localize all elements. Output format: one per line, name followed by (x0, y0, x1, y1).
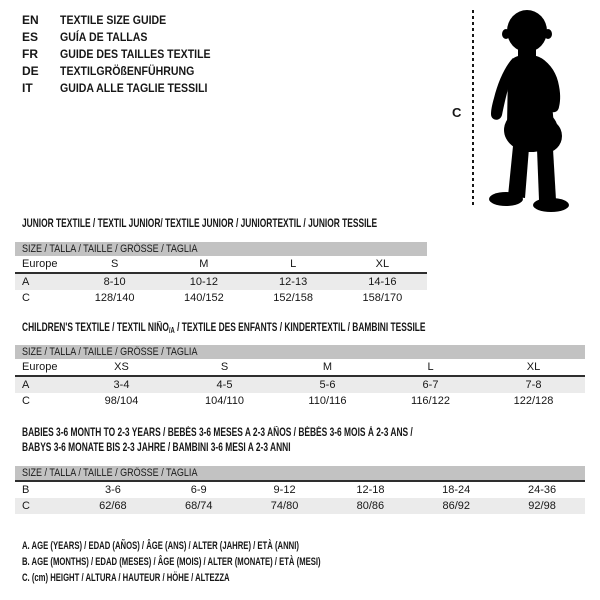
table-cell: XL (526, 361, 541, 373)
table-cell: 92/98 (528, 500, 556, 512)
table-cell: 12-18 (356, 484, 385, 496)
table-cell: 152/158 (273, 292, 313, 304)
size-header-bar (15, 242, 427, 256)
table-cell: XS (114, 361, 129, 373)
table-row-europe (15, 256, 427, 272)
heading-line: JUNIOR TEXTILE / TEXTIL JUNIOR/ TEXTILE JUNIOR / JUNIORTEXTIL / JUNIOR TESSILE (22, 218, 378, 230)
table-cell: 6-9 (190, 484, 207, 496)
row-label: C (22, 500, 30, 512)
table-cell: 14-16 (368, 276, 397, 288)
language-code: FR (22, 47, 38, 61)
table-cell: 128/140 (94, 292, 135, 304)
footnote-c: C. (cm) HEIGHT / ALTURA / HAUTEUR / HÖHE / ALTEZZA (22, 572, 230, 584)
junior-section-heading (22, 217, 377, 232)
height-measure-label: C (452, 105, 462, 120)
legend-title: GUÍA DE TALLAS (60, 30, 148, 44)
children-section-heading (22, 321, 426, 338)
table-cell: 10-12 (189, 276, 218, 288)
junior-size-table (15, 242, 427, 306)
heading-line (22, 321, 426, 338)
table-cell: 6-7 (422, 379, 439, 391)
baby-leg-left (508, 146, 529, 198)
table-cell: 98/104 (104, 395, 139, 407)
language-legend (22, 12, 231, 97)
table-cell: 24-36 (527, 484, 557, 496)
height-measure-dashed-line (472, 10, 474, 206)
footnote-b: B. AGE (MONTHS) / EDAD (MESES) / ÂGE (MOIS) / ALTER (MONATE) / ETÀ (MESI) (22, 556, 321, 568)
baby-silhouette (479, 8, 575, 214)
language-code: EN (22, 13, 39, 27)
size-header-bar (15, 345, 585, 359)
table-cell: 4-5 (216, 379, 233, 391)
legend-title: GUIDE DES TAILLES TEXTILE (60, 47, 211, 61)
table-cell: 3-6 (104, 484, 121, 496)
heading-text: CHILDREN'S TEXTILE / TEXTIL NIÑO (22, 322, 169, 334)
table-cell: 62/68 (99, 500, 127, 512)
table-cell: 12-13 (279, 276, 308, 288)
row-label: Europe (22, 258, 58, 270)
row-label: C (22, 395, 30, 407)
table-cell: L (427, 361, 434, 373)
table-cell: 122/128 (513, 395, 554, 407)
table-cell: 86/92 (442, 500, 470, 512)
language-code: ES (22, 30, 39, 44)
heading-line: BABIES 3-6 MONTH TO 2-3 YEARS / BEBÉS 3-6 MESES A 2-3 AÑOS / BÉBÉS 3-6 MOIS À 2-3 ANS / (22, 427, 413, 439)
baby-leg-right (537, 149, 556, 200)
size-header-label: SIZE / TALLA / TAILLE / GRÖSSE / TAGLIA (22, 467, 198, 479)
size-header-bar (15, 466, 585, 480)
babies-section-heading (22, 426, 413, 456)
row-label: B (22, 484, 30, 496)
row-label: C (22, 292, 30, 304)
babies-size-table (15, 466, 585, 514)
baby-ear-right (544, 29, 552, 39)
table-row-europe (15, 359, 585, 375)
table-cell: 5-6 (319, 379, 336, 391)
row-label: A (22, 379, 30, 391)
table-cell: M (322, 361, 333, 373)
legend-row-it (22, 80, 231, 97)
table-row-c (15, 290, 427, 306)
legend-row-de (22, 63, 231, 80)
legend-row-en (22, 12, 231, 29)
table-cell: M (199, 258, 209, 270)
heading-text: / TEXTILE DES ENFANTS / KINDERTEXTIL / BAMBINI TESSILE (174, 322, 426, 334)
table-cell: 18-24 (442, 484, 471, 496)
baby-foot-right (533, 198, 569, 212)
table-cell: L (290, 258, 297, 270)
table-cell: XL (375, 258, 390, 270)
table-cell: 8-10 (103, 276, 126, 288)
footnote-a: A. AGE (YEARS) / EDAD (AÑOS) / ÂGE (ANS) / ALTER (JAHRE) / ETÀ (ANNI) (22, 540, 299, 552)
language-code: IT (22, 81, 33, 95)
table-row-b (15, 482, 585, 498)
legend-title: TEXTILE SIZE GUIDE (60, 13, 167, 27)
row-label: Europe (22, 361, 58, 373)
table-row-a (15, 274, 427, 290)
legend-row-es (22, 29, 231, 46)
table-cell: 110/116 (308, 395, 347, 407)
table-cell: 7-8 (525, 379, 542, 391)
table-cell: 74/80 (270, 500, 299, 512)
table-row-a (15, 377, 585, 393)
children-size-table (15, 345, 585, 409)
heading-line: BABYS 3-6 MONATE BIS 2-3 JAHRE / BAMBINI 3-6 MESI A 2-3 ANNI (22, 442, 291, 454)
row-label: A (22, 276, 30, 288)
size-header-label: SIZE / TALLA / TAILLE / GRÖSSE / TAGLIA (22, 346, 198, 358)
table-row-c (15, 498, 585, 514)
table-row-c (15, 393, 585, 409)
baby-foot-left (489, 192, 523, 206)
table-cell: 68/74 (184, 500, 213, 512)
heading-subscript: /A (168, 326, 175, 335)
measurement-footnotes (22, 538, 449, 586)
table-cell: S (220, 361, 229, 373)
table-cell: 140/152 (183, 292, 224, 304)
table-cell: S (110, 258, 119, 270)
table-cell: 116/122 (411, 395, 450, 407)
legend-row-fr (22, 46, 231, 63)
language-code: DE (22, 64, 39, 78)
table-cell: 158/170 (362, 292, 403, 304)
legend-title: GUIDA ALLE TAGLIE TESSILI (60, 81, 208, 95)
legend-title: TEXTILGRÖßENFÜHRUNG (60, 64, 195, 78)
table-cell: 104/110 (205, 395, 244, 407)
baby-ear-left (502, 29, 510, 39)
table-cell: 80/86 (356, 500, 385, 512)
size-header-label: SIZE / TALLA / TAILLE / GRÖSSE / TAGLIA (22, 243, 198, 255)
table-cell: 3-4 (113, 379, 130, 391)
baby-hips-bulge (528, 119, 562, 153)
table-cell: 9-12 (273, 484, 296, 496)
